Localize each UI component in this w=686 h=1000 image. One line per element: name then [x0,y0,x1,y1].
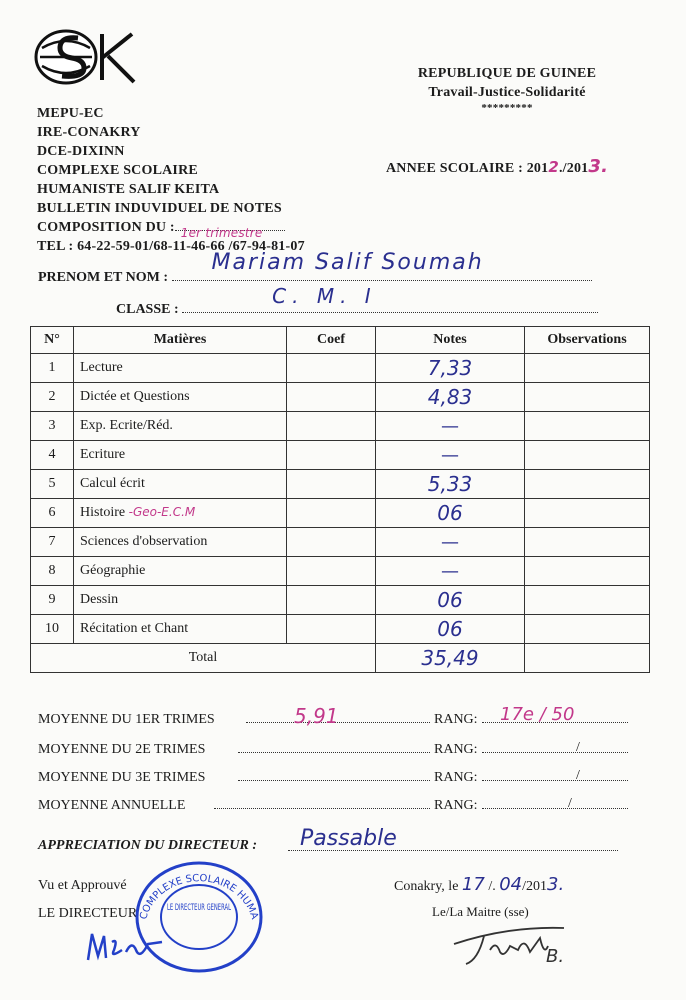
header-line-school: HUMANISTE SALIF KEITA [37,182,220,197]
name-value: Mariam Salif Soumah [211,250,484,275]
place-date-line: Conakry, le 17 /. 04/2013. [394,874,565,895]
averages-block [38,704,638,826]
average-row-1 [38,704,638,742]
row-num: 9 [31,586,74,615]
row-subject [74,441,287,470]
tel-line: TEL : 64-22-59-01/68-11-46-66 /67-94-81-07 [37,239,305,254]
table-row [31,441,650,470]
header-line-complexe: COMPLEXE SCOLAIRE [37,163,198,178]
row-subject [74,528,287,557]
row-subject [74,354,287,383]
row-coef [287,499,376,528]
col-header-subject: Matières [74,327,287,354]
row-coef [287,615,376,644]
row-observation [525,557,650,586]
date-month: 04 [499,874,523,895]
header-line-mepu: MEPU-EC [37,106,104,121]
composition-label: COMPOSITION DU : [37,220,175,235]
col-header-coef: Coef [287,327,376,354]
row-observation [525,383,650,412]
row-coef [287,557,376,586]
left-header [37,104,305,256]
row-observation [525,441,650,470]
stamp-ring-text: COMPLEXE SCOLAIRE HUMA [138,873,260,921]
teacher-signature-initial: B. [546,946,565,967]
student-name-line [38,250,592,286]
row-observation [525,499,650,528]
subject-label: Calcul écrit [80,476,145,491]
rang-annual-slash: / [568,796,572,811]
row-subject [74,412,287,441]
row-num: 5 [31,470,74,499]
col-header-num: N° [31,327,74,354]
row-observation [525,586,650,615]
republic-motto: Travail-Justice-Solidarité [428,85,586,100]
republic-stars: ********* [481,102,533,114]
row-coef [287,354,376,383]
table-row [31,354,650,383]
republic-block [402,64,612,114]
appreciation-label: APPRECIATION DU DIRECTEUR : [38,838,257,853]
header-line-bulletin: BULLETIN INDUVIDUEL DE NOTES [37,201,282,216]
rang-1-label: RANG: [434,712,478,727]
total-value: 35,49 [376,644,525,673]
subject-label: Dictée et Questions [80,389,190,404]
composition-value: 1er trimestre [180,226,263,240]
teacher-signature [448,916,588,976]
class-value: C. M. I [272,284,377,308]
appreciation-value: Passable [300,826,397,851]
school-logo [32,26,144,88]
maitre-label: Le/La Maitre (sse) [432,904,529,919]
average-row-2 [38,742,638,770]
rang-annual-label: RANG: [434,798,478,813]
annee-year1: 2 [548,158,559,176]
row-num: 2 [31,383,74,412]
total-row [31,644,650,673]
rang-2-slash: / [576,740,580,755]
average-1-label: MOYENNE DU 1ER TRIMES [38,712,215,727]
student-class-line [116,284,598,318]
header-line-ire: IRE-CONAKRY [37,125,141,140]
grades-table [30,326,650,673]
date-year-prefix: /201 [522,879,548,894]
row-num: 1 [31,354,74,383]
average-3-label: MOYENNE DU 3E TRIMES [38,770,206,785]
annee-year2: 3. [588,156,609,177]
row-num: 7 [31,528,74,557]
row-coef [287,528,376,557]
table-row [31,499,650,528]
row-num: 10 [31,615,74,644]
subject-label: Ecriture [80,447,126,462]
annee-scolaire [386,157,608,178]
name-label: PRENOM ET NOM : [38,270,169,285]
row-subject [74,470,287,499]
row-num: 6 [31,499,74,528]
rang-3-label: RANG: [434,770,478,785]
annual-label: MOYENNE ANNUELLE [38,798,186,813]
subject-label: Exp. Ecrite/Réd. [80,418,173,433]
row-subject [74,586,287,615]
subject-handwritten-addition: -Geo-E.C.M [128,505,196,519]
row-num: 3 [31,412,74,441]
school-stamp [132,858,266,976]
table-row [31,586,650,615]
composition-line [37,218,305,240]
row-note: 06 [376,499,525,528]
row-coef [287,470,376,499]
rang-3-slash: / [576,768,580,783]
row-num: 8 [31,557,74,586]
row-observation [525,354,650,383]
col-header-notes: Notes [376,327,525,354]
row-note: — [376,557,525,586]
table-row [31,528,650,557]
row-subject [74,499,287,528]
annee-label: ANNEE SCOLAIRE : 201 [386,161,549,176]
table-row [31,557,650,586]
appreciation-line [38,826,638,854]
row-note: — [376,528,525,557]
row-subject [74,615,287,644]
row-subject [74,557,287,586]
subject-label: Lecture [80,360,123,375]
table-row [31,470,650,499]
row-num: 4 [31,441,74,470]
average-2-label: MOYENNE DU 2E TRIMES [38,742,206,757]
republic-title: REPUBLIQUE DE GUINEE [417,66,597,81]
average-row-3 [38,770,638,798]
col-header-observations: Observations [525,327,650,354]
average-row-annual [38,798,638,826]
place-label: Conakry, le [394,879,459,894]
rang-1-value: 17e / 50 [500,704,575,725]
subject-label: Histoire [80,505,126,520]
row-coef [287,586,376,615]
row-coef [287,383,376,412]
row-observation [525,615,650,644]
total-observation [525,644,650,673]
stamp-center-text: LE DIRECTEUR GENERAL [167,903,231,913]
date-year-suffix: 3. [547,874,565,895]
row-note: 5,33 [376,470,525,499]
average-1-value: 5,91 [294,704,339,728]
row-note: 4,83 [376,383,525,412]
table-header-row [31,327,650,354]
date-day: 17 [461,874,485,895]
header-line-dce: DCE-DIXINN [37,144,125,159]
row-observation [525,470,650,499]
row-note: — [376,412,525,441]
row-note: 06 [376,615,525,644]
directeur-label: LE DIRECTEUR [38,906,138,921]
row-note: 7,33 [376,354,525,383]
row-note: 06 [376,586,525,615]
class-label: CLASSE : [116,302,179,317]
table-row [31,615,650,644]
row-coef [287,412,376,441]
subject-label: Géographie [80,563,146,578]
subject-label: Récitation et Chant [80,621,189,636]
row-coef [287,441,376,470]
total-label: Total [31,644,376,673]
table-row [31,383,650,412]
annee-mid: ./201 [558,161,589,176]
subject-label: Dessin [80,592,119,607]
table-row [31,412,650,441]
row-note: — [376,441,525,470]
row-observation [525,528,650,557]
row-subject [74,383,287,412]
subject-label: Sciences d'observation [80,534,208,549]
row-observation [525,412,650,441]
vu-approuve: Vu et Approuvé [38,878,127,893]
rang-2-label: RANG: [434,742,478,757]
